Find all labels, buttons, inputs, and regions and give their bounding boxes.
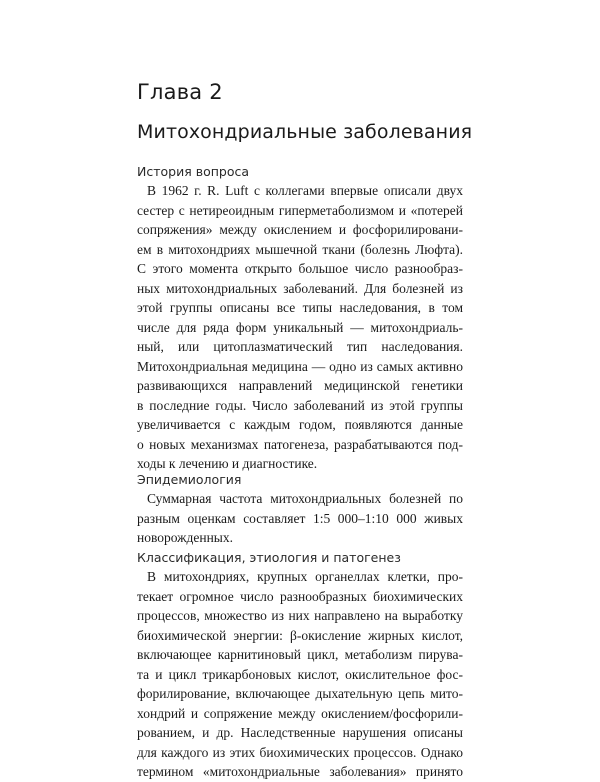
paragraph-line: С этого момента открыто большое число разнообраз- bbox=[137, 261, 463, 276]
paragraph-line: о новых механизмах патогенеза, разрабатываются под- bbox=[137, 436, 463, 452]
paragraph-line: процессов, множество из них направлено на выработку bbox=[137, 608, 463, 623]
paragraph-line: форилирование, включающее дыхательную цепь мито- bbox=[137, 686, 463, 701]
paragraph-line: новорожденных. bbox=[137, 530, 234, 545]
paragraph-line: числе для ряда форм уникальный — митохондриаль- bbox=[137, 319, 463, 335]
paragraph-line: рованием, и др. Наследственные нарушения описаны bbox=[137, 725, 463, 740]
paragraph-line: разным оценкам составляет 1:5 000–1:10 000 живых bbox=[137, 510, 463, 526]
chapter-label: Глава 2 bbox=[137, 80, 223, 104]
paragraph-line: в последние годы. Число заболеваний из этой группы bbox=[137, 397, 463, 413]
paragraph-line: включающее карнитиновый цикл, метаболизм пирува- bbox=[137, 647, 463, 662]
paragraph-line: сестер с нетиреоидным гиперметаболизмом и «потерей bbox=[137, 202, 463, 218]
paragraph-line: хондрий и сопряжение между окислением/фосфорили- bbox=[137, 705, 463, 721]
section-heading-epidemiology: Эпидемиология bbox=[137, 472, 242, 487]
paragraph-line: увеличивается с каждым годом, появляются данные bbox=[137, 417, 463, 432]
paragraph-line: ходы к лечению и диагностике. bbox=[137, 456, 318, 471]
paragraph-line: биохимической энергии: β-окисление жирных кислот, bbox=[137, 627, 463, 643]
paragraph-line: ный, или цитоплазматический тип наследования. bbox=[137, 339, 463, 354]
paragraph-line: Митохондриальная медицина — одно из самых активно bbox=[137, 358, 463, 374]
paragraph-line: В 1962 г. R. Luft с коллегами впервые описали двух bbox=[147, 183, 463, 198]
section-heading-classification: Классификация, этиология и патогенез bbox=[137, 550, 401, 565]
paragraph-line: текает огромное число разнообразных биохимических bbox=[137, 588, 463, 604]
paragraph-line: Суммарная частота митохондриальных болезней по bbox=[147, 491, 463, 506]
section-heading-history: История вопроса bbox=[137, 164, 250, 179]
paragraph-line: развивающихся направлений медицинской генетики bbox=[137, 378, 463, 393]
paragraph-line: В митохондриях, крупных органеллах клетки, про- bbox=[147, 569, 463, 584]
paragraph-line: сопряжения» между окислением и фосфорилировани- bbox=[137, 222, 463, 237]
paragraph-line: та и цикл трикарбоновых кислот, окислительное фос- bbox=[137, 666, 463, 682]
paragraph-line: ем в митохондриях мышечной ткани (болезнь Люфта). bbox=[137, 241, 463, 257]
section-body-history bbox=[137, 181, 463, 474]
chapter-title: Митохондриальные заболевания bbox=[137, 121, 473, 143]
paragraph-line: этой группы описаны все типы наследования, в том bbox=[137, 300, 463, 315]
section-body-classification bbox=[137, 567, 463, 782]
paragraph-line: ных митохондриальных заболеваний. Для болезней из bbox=[137, 280, 463, 296]
paragraph-line: для каждого из этих биохимических процессов. Однако bbox=[137, 744, 463, 760]
section-body-epidemiology bbox=[137, 489, 463, 548]
paragraph-line: термином «митохондриальные заболевания» принято bbox=[137, 764, 463, 779]
